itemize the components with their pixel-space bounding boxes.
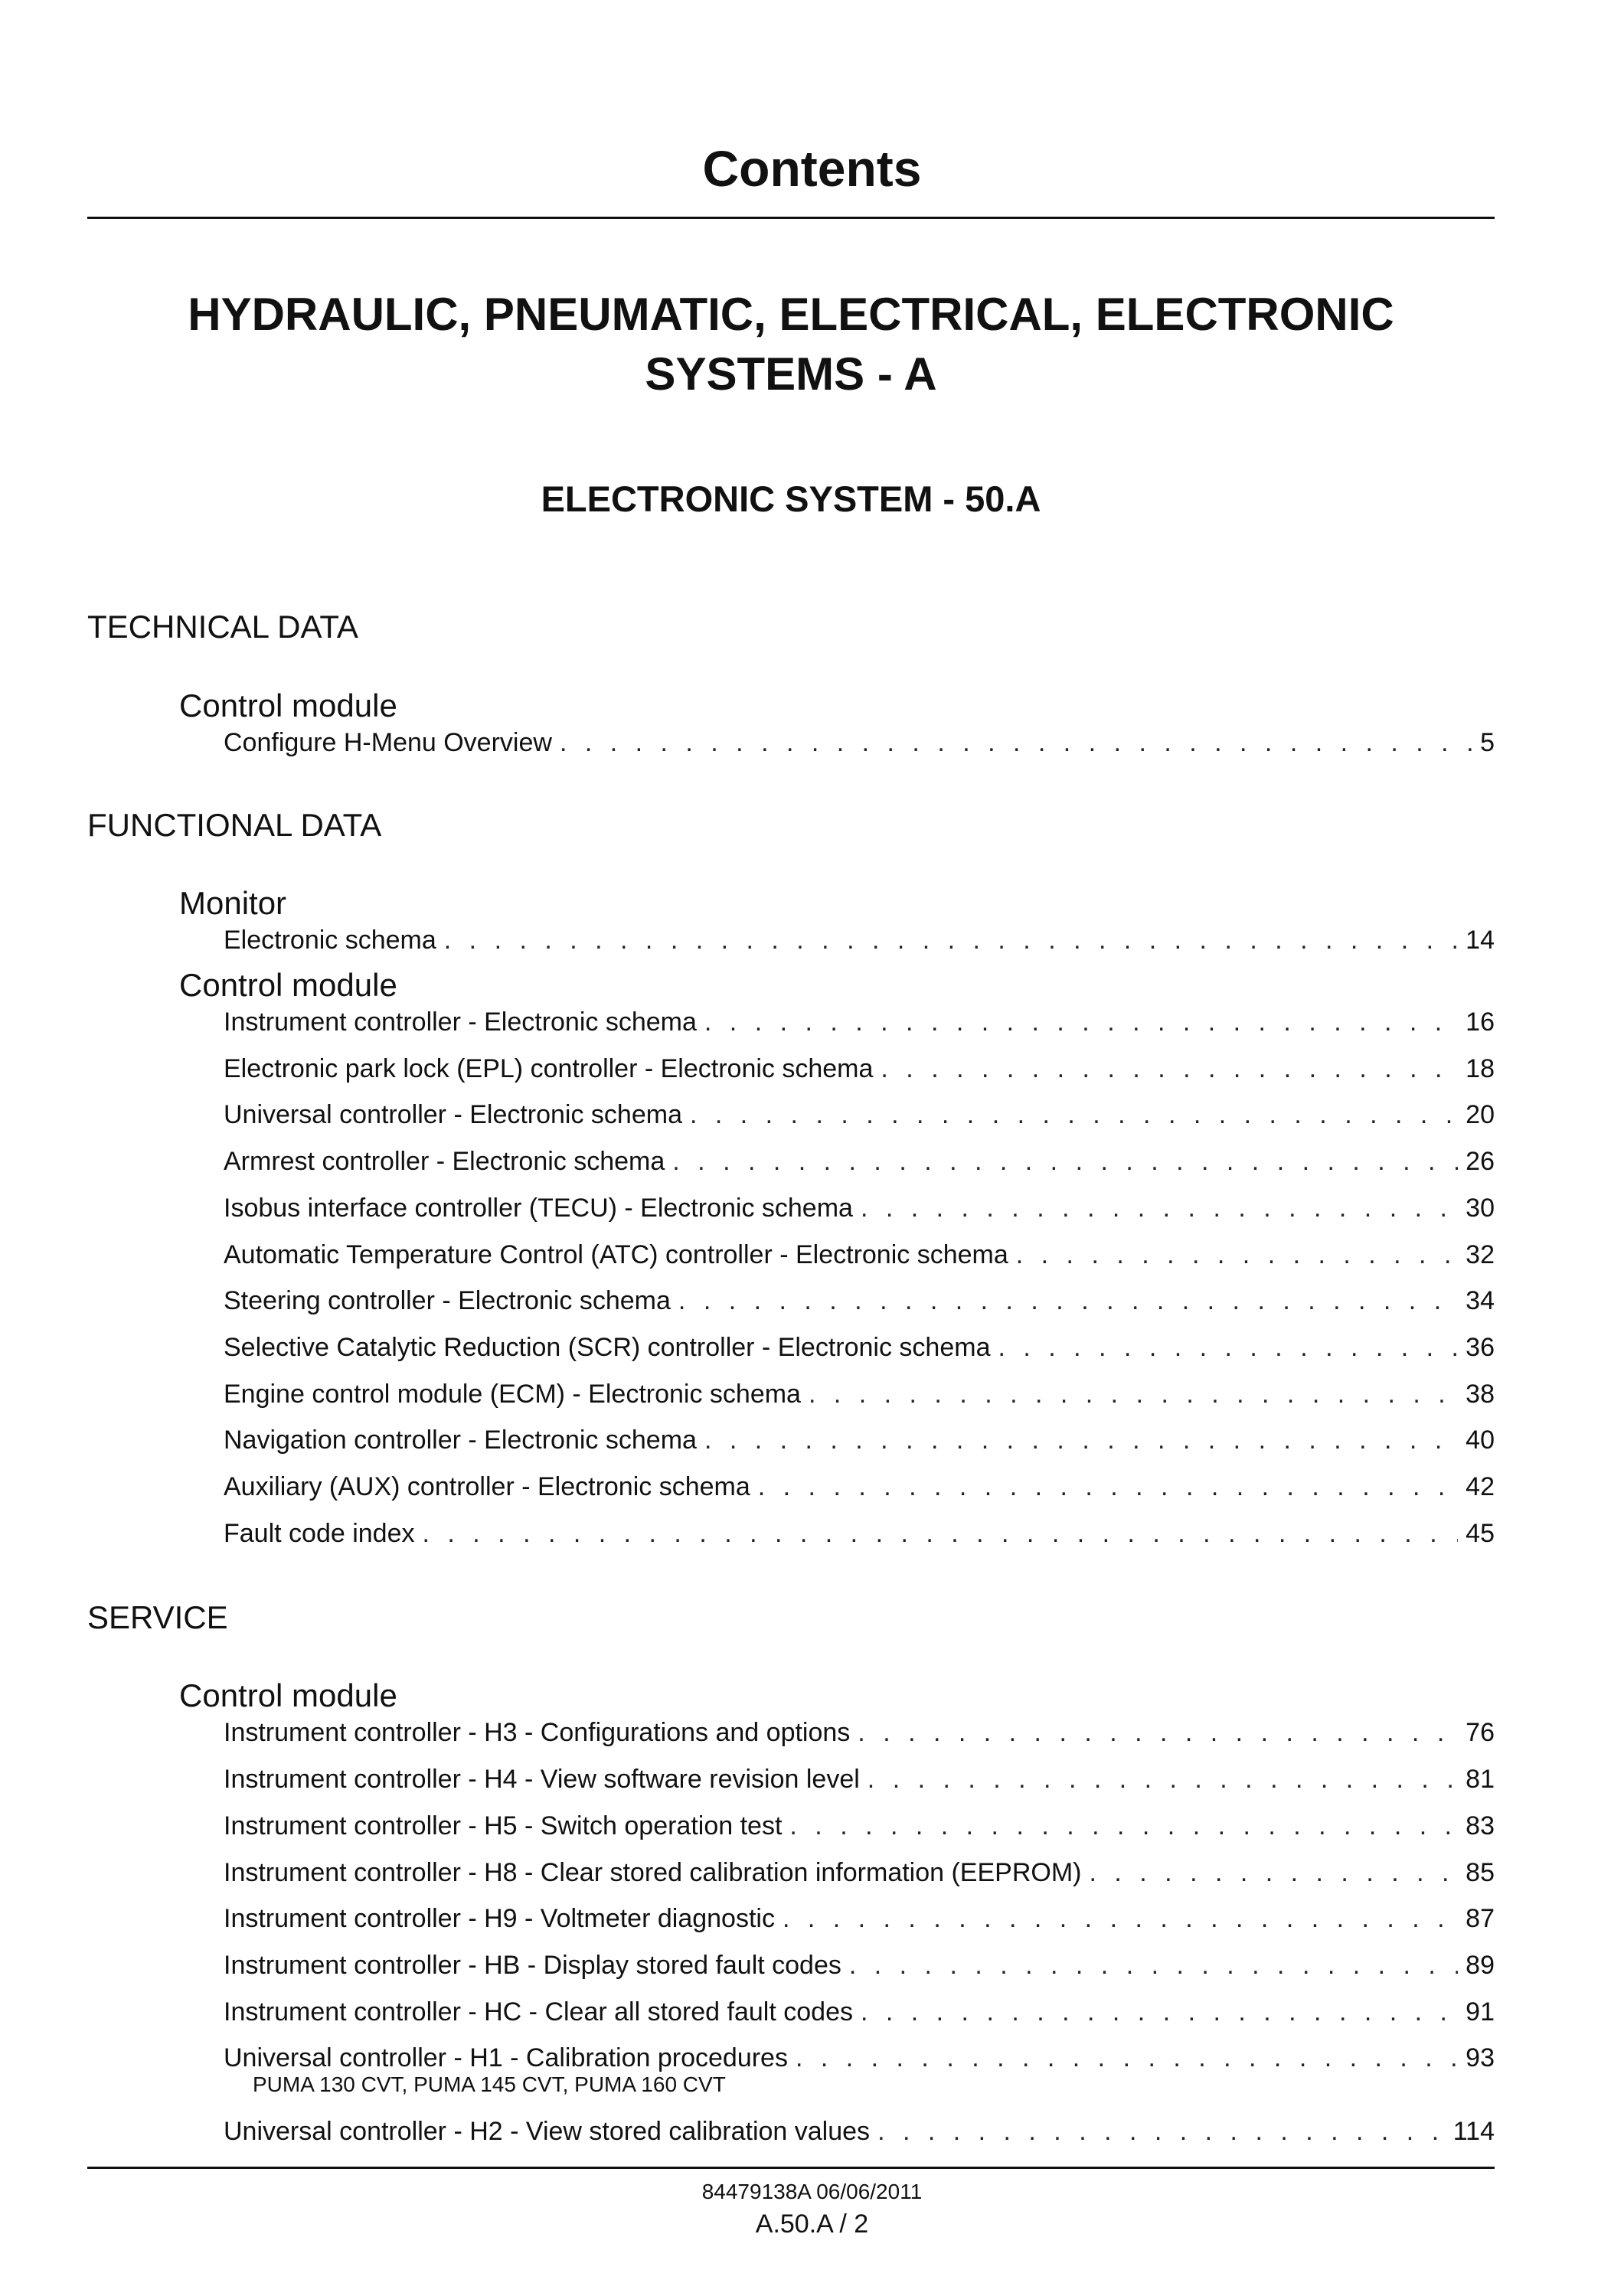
toc-entry-title: Electronic schema [224,926,436,955]
section-heading-functional-data: FUNCTIONAL DATA [87,807,382,843]
toc-entry-page: 32 [1466,1240,1495,1269]
dot-leader [704,1423,1458,1457]
toc-entry-page: 76 [1466,1718,1495,1747]
toc-entry-page: 87 [1466,1904,1495,1933]
toc-entry-title: Armrest controller - Electronic schema [224,1147,665,1176]
toc-entry-page: 16 [1466,1008,1495,1037]
group-heading-monitor: Monitor [179,885,287,921]
toc-entry-title: Instrument controller - H9 - Voltmeter diagnostic [224,1904,775,1933]
toc-entry-page: 81 [1466,1765,1495,1794]
toc-entry-page: 40 [1466,1426,1495,1455]
toc-entry-title: Universal controller - H2 - View stored calibration values [224,2117,871,2146]
system-title-line-1: HYDRAULIC, PNEUMATIC, ELECTRICAL, ELECTRONIC [188,289,1394,340]
section-heading-service: SERVICE [87,1599,228,1635]
toc-entry-page: 83 [1466,1811,1495,1840]
dot-leader [444,923,1458,957]
dot-leader [796,2041,1458,2075]
toc-entry[interactable] [224,1284,1495,1318]
dot-leader [881,1052,1458,1086]
dot-leader [861,1995,1458,2029]
toc-entry[interactable] [224,1716,1495,1749]
toc-entry-page: 20 [1466,1100,1495,1129]
toc-entry-page: 18 [1466,1054,1495,1083]
toc-entry[interactable] [224,1995,1495,2029]
toc-entry[interactable] [224,1331,1495,1364]
dot-leader [672,1145,1458,1178]
subsystem-title: ELECTRONIC SYSTEM - 50.A [541,478,1041,519]
toc-entry[interactable] [224,1809,1495,1843]
toc-entry-page: 89 [1466,1951,1495,1980]
toc-entry[interactable] [224,1517,1495,1550]
footer-page-label: A.50.A / 2 [755,2209,869,2239]
toc-entry[interactable] [224,1377,1495,1411]
toc-entry-page: 45 [1466,1519,1495,1548]
toc-entry[interactable] [224,1052,1495,1086]
dot-leader [861,1191,1458,1225]
dot-leader [423,1517,1459,1550]
dot-leader [998,1331,1458,1364]
header-rule [87,217,1495,219]
toc-entry[interactable] [224,923,1495,957]
toc-entry-title: Universal controller - Electronic schema [224,1100,682,1129]
toc-entry-title: Instrument controller - H5 - Switch operation test [224,1811,783,1840]
dot-leader [849,1948,1458,1982]
toc-entry-title: Automatic Temperature Control (ATC) controller - Electronic schema [224,1240,1008,1269]
toc-entry[interactable] [224,1238,1495,1272]
toc-entry-title: Selective Catalytic Reduction (SCR) controller - Electronic schema [224,1333,991,1362]
toc-entry-page: 114 [1452,2117,1495,2146]
toc-entry-title: Fault code index [224,1519,415,1548]
dot-leader [758,1470,1458,1504]
toc-entry-page: 85 [1466,1858,1495,1887]
system-title-line-2: SYSTEMS - A [645,348,937,400]
toc-entry-title: Engine control module (ECM) - Electronic schema [224,1380,801,1409]
toc-entry-title: Navigation controller - Electronic schema [224,1426,697,1455]
toc-entry-title: Steering controller - Electronic schema [224,1286,671,1315]
dot-leader [789,1809,1458,1843]
dot-leader [678,1284,1458,1318]
footer-document-id: 84479138A 06/06/2011 [701,2180,923,2203]
toc-entry-page: 26 [1466,1147,1495,1176]
toc-entry-title: Instrument controller - Electronic schema [224,1008,697,1037]
toc-entry-page: 91 [1466,1997,1495,2027]
toc-entry[interactable] [224,1098,1495,1132]
group-heading-control-module: Control module [179,967,397,1003]
dot-leader [704,1005,1458,1039]
system-title [87,285,1495,404]
toc-entry[interactable] [224,1470,1495,1504]
toc-entry[interactable] [224,1005,1495,1039]
toc-entry[interactable] [224,1762,1495,1796]
toc-entry[interactable] [224,1856,1495,1889]
toc-entry-title: Instrument controller - H4 - View software revision level [224,1765,860,1794]
dot-leader [560,726,1472,759]
page-title: Contents [702,140,922,197]
toc-entry-page: 5 [1480,728,1495,757]
dot-leader [809,1377,1458,1411]
toc-entry-title: Instrument controller - HB - Display stored fault codes [224,1951,841,1980]
toc-entry-page: 36 [1466,1333,1495,1362]
section-heading-technical-data: TECHNICAL DATA [87,609,358,645]
group-heading-control-module: Control module [179,687,397,723]
toc-entry-title: Configure H-Menu Overview [224,728,552,757]
toc-entry-page: 34 [1466,1286,1495,1315]
toc-entry[interactable] [224,2115,1495,2148]
toc-entry-title: Instrument controller - H8 - Clear stored calibration information (EEPROM) [224,1858,1082,1887]
dot-leader [1016,1238,1458,1272]
toc-entry-page: 93 [1466,2043,1495,2072]
toc-entry[interactable] [224,2041,1495,2075]
dot-leader [858,1716,1458,1749]
toc-entry-title: Auxiliary (AUX) controller - Electronic schema [224,1472,750,1501]
dot-leader [690,1098,1458,1132]
footer-rule [87,2167,1495,2169]
toc-entry-title: Instrument controller - H3 - Configurations and options [224,1718,851,1747]
toc-entry[interactable] [224,1145,1495,1178]
toc-entry[interactable] [224,1902,1495,1935]
dot-leader [868,1762,1458,1796]
toc-entry[interactable] [224,1423,1495,1457]
toc-entry-title: Electronic park lock (EPL) controller - Electronic schema [224,1054,874,1083]
toc-entry-page: 38 [1466,1380,1495,1409]
toc-entry-page: 14 [1466,926,1495,955]
group-heading-control-module: Control module [179,1677,397,1713]
toc-entry[interactable] [224,1191,1495,1225]
toc-entry-model-note: PUMA 130 CVT, PUMA 145 CVT, PUMA 160 CVT [253,2072,726,2096]
toc-entry[interactable] [224,1948,1495,1982]
toc-entry[interactable] [224,726,1495,759]
dot-leader [783,1902,1458,1935]
dot-leader [877,2115,1446,2148]
toc-entry-title: Isobus interface controller (TECU) - Electronic schema [224,1194,853,1223]
toc-entry-title: Instrument controller - HC - Clear all stored fault codes [224,1997,853,2027]
toc-entry-page: 30 [1466,1194,1495,1223]
toc-entry-page: 42 [1466,1472,1495,1501]
dot-leader [1090,1856,1459,1889]
toc-entry-title: Universal controller - H1 - Calibration procedures [224,2043,788,2072]
